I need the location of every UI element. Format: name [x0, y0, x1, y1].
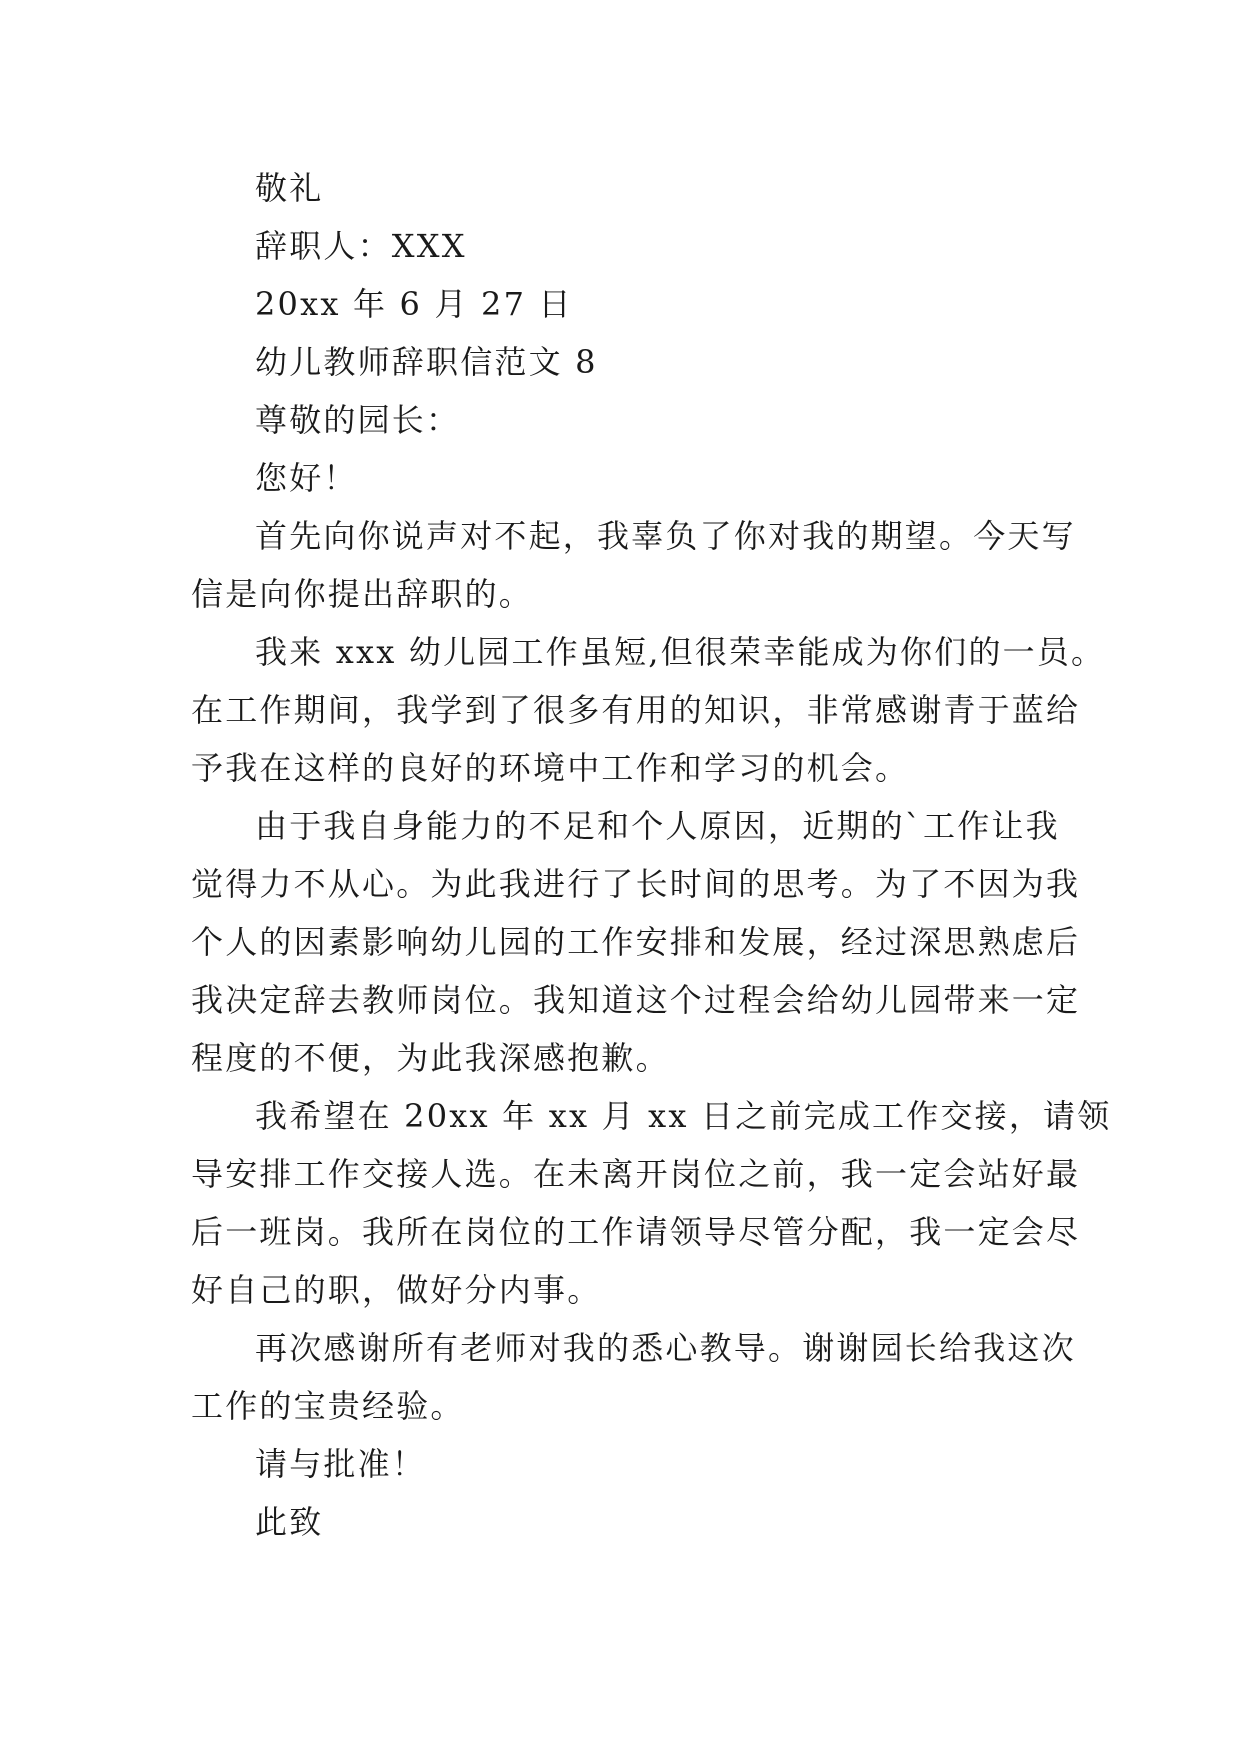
paragraph-apology	[191, 507, 1076, 623]
document-page	[191, 159, 1112, 1551]
paragraph-line: 工作的宝贵经验。	[191, 1387, 465, 1425]
signature-line: 辞职人：XXX	[255, 227, 467, 265]
closing-phrase: 此致	[255, 1503, 324, 1541]
paragraph-reason	[191, 797, 1081, 1087]
paragraph-line: 我希望在 20xx 年 xx 月 xx 日之前完成工作交接，请领	[255, 1097, 1112, 1135]
paragraph-line: 由于我自身能力的不足和个人原因，近期的`工作让我	[255, 807, 1060, 845]
paragraph-line: 予我在这样的良好的环境中工作和学习的机会。	[191, 749, 910, 787]
greeting-recipient: 尊敬的园长：	[255, 401, 461, 439]
paragraph-handover	[191, 1087, 1112, 1319]
paragraph-line: 个人的因素影响幼儿园的工作安排和发展，经过深思熟虑后	[191, 923, 1081, 961]
paragraph-line: 程度的不便，为此我深感抱歉。	[191, 1039, 670, 1077]
greeting: 您好！	[255, 459, 358, 497]
closing-salute: 敬礼	[255, 169, 324, 207]
paragraph-thanks	[191, 1319, 1076, 1435]
paragraph-line: 首先向你说声对不起，我辜负了你对我的期望。今天写	[255, 517, 1076, 555]
paragraph-line: 后一班岗。我所在岗位的工作请领导尽管分配，我一定会尽	[191, 1213, 1081, 1251]
paragraph-line: 我来 xxx 幼儿园工作虽短,但很荣幸能成为你们的一员。	[255, 633, 1106, 671]
date-line: 20xx 年 6 月 27 日	[255, 285, 573, 323]
paragraph-line: 我决定辞去教师岗位。我知道这个过程会给幼儿园带来一定	[191, 981, 1081, 1019]
paragraph-line: 觉得力不从心。为此我进行了长时间的思考。为了不因为我	[191, 865, 1081, 903]
paragraph-gratitude	[191, 623, 1106, 797]
paragraph-line: 信是向你提出辞职的。	[191, 575, 534, 613]
paragraph-line: 在工作期间，我学到了很多有用的知识，非常感谢青于蓝给	[191, 691, 1081, 729]
section-title: 幼儿教师辞职信范文 8	[255, 343, 598, 381]
approval-request: 请与批准！	[255, 1445, 427, 1483]
paragraph-line: 好自己的职，做好分内事。	[191, 1271, 602, 1309]
paragraph-line: 再次感谢所有老师对我的悉心教导。谢谢园长给我这次	[255, 1329, 1076, 1367]
paragraph-line: 导安排工作交接人选。在未离开岗位之前，我一定会站好最	[191, 1155, 1081, 1193]
